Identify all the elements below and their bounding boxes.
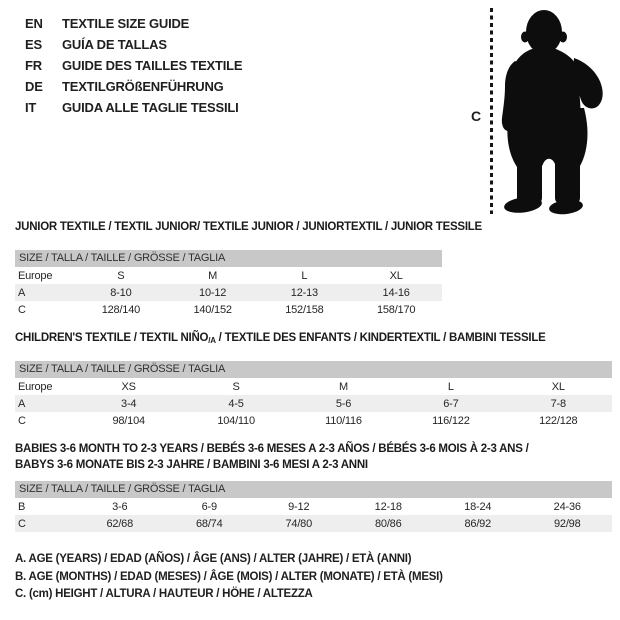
section-babies-textile bbox=[15, 441, 612, 532]
lang-row-it bbox=[25, 97, 242, 118]
row-label: C bbox=[18, 414, 26, 427]
junior-size-table bbox=[15, 267, 442, 318]
cell: M bbox=[338, 380, 348, 393]
cell: 98/104 bbox=[112, 414, 145, 427]
note-a: A. AGE (YEARS) / EDAD (AÑOS) / ÂGE (ANS) / ALTER (JAHRE) / ETÀ (ANNI) bbox=[15, 553, 412, 565]
cell: XL bbox=[551, 380, 565, 393]
lang-code: EN bbox=[25, 16, 43, 31]
table-size-header: SIZE / TALLA / TAILLE / GRÖSSE / TAGLIA bbox=[15, 250, 442, 267]
table-size-header: SIZE / TALLA / TAILLE / GRÖSSE / TAGLIA bbox=[15, 481, 612, 498]
cell: 116/122 bbox=[432, 414, 470, 427]
cell: S bbox=[117, 269, 125, 282]
heading-line2: BABYS 3-6 MONATE BIS 2-3 JAHRE / BAMBINI 3-6 MESI A 2-3 ANNI bbox=[15, 459, 368, 471]
cell: 6-7 bbox=[443, 397, 459, 410]
heading-line1: BABIES 3-6 MONTH TO 2-3 YEARS / BEBÉS 3-6 MESES A 2-3 AÑOS / BÉBÉS 3-6 MOIS À 2-3 ANS / bbox=[15, 443, 529, 455]
table-size-header: SIZE / TALLA / TAILLE / GRÖSSE / TAGLIA bbox=[15, 361, 612, 378]
lang-code: ES bbox=[25, 37, 42, 52]
heading-text: CHILDREN'S TEXTILE / TEXTIL NIÑO bbox=[15, 332, 209, 344]
cell: 10-12 bbox=[199, 286, 227, 299]
cell: XS bbox=[121, 380, 136, 393]
table-row bbox=[15, 267, 442, 284]
cell: 7-8 bbox=[550, 397, 566, 410]
height-measure-label: C bbox=[471, 108, 482, 124]
section-junior-textile bbox=[15, 220, 482, 318]
cell: 122/128 bbox=[539, 414, 578, 427]
cell: 104/110 bbox=[217, 414, 255, 427]
babies-size-table bbox=[15, 498, 612, 532]
section-heading: JUNIOR TEXTILE / TEXTIL JUNIOR/ TEXTILE JUNIOR / JUNIORTEXTIL / JUNIOR TESSILE bbox=[15, 221, 482, 233]
legend-notes bbox=[15, 551, 443, 604]
cell: M bbox=[208, 269, 218, 282]
lang-row-de bbox=[25, 76, 242, 97]
cell: 74/80 bbox=[285, 517, 313, 530]
lang-code: DE bbox=[25, 79, 43, 94]
heading-text: / TEXTILE DES ENFANTS / KINDERTEXTIL / BAMBINI TESSILE bbox=[215, 332, 546, 344]
row-label: Europe bbox=[18, 269, 53, 282]
lang-code: IT bbox=[25, 100, 37, 115]
lang-row-fr bbox=[25, 55, 242, 76]
cell: 62/68 bbox=[106, 517, 134, 530]
lang-row-en bbox=[25, 13, 242, 34]
section-heading bbox=[15, 441, 612, 473]
section-childrens-textile bbox=[15, 331, 612, 429]
cell: 140/152 bbox=[193, 303, 232, 316]
note-c: C. (cm) HEIGHT / ALTURA / HAUTEUR / HÖHE / ALTEZZA bbox=[15, 588, 313, 600]
lang-label: GUIDA ALLE TAGLIE TESSILI bbox=[62, 100, 239, 115]
row-label: Europe bbox=[18, 380, 53, 393]
table-row bbox=[15, 378, 612, 395]
children-size-table bbox=[15, 378, 612, 429]
lang-code: FR bbox=[25, 58, 42, 73]
cell: L bbox=[301, 269, 308, 282]
heading-subscript: /A bbox=[208, 336, 216, 345]
table-row bbox=[15, 395, 612, 412]
section-heading bbox=[15, 331, 612, 348]
language-title-block bbox=[25, 13, 242, 118]
cell: 3-4 bbox=[121, 397, 137, 410]
cell: S bbox=[232, 380, 240, 393]
cell: 80/86 bbox=[374, 517, 402, 530]
lang-label: TEXTILE SIZE GUIDE bbox=[62, 16, 190, 31]
cell: 12-13 bbox=[290, 286, 318, 299]
cell: 86/92 bbox=[464, 517, 492, 530]
cell: 8-10 bbox=[110, 286, 132, 299]
lang-label: GUÍA DE TALLAS bbox=[62, 37, 167, 52]
table-row bbox=[15, 301, 442, 318]
lang-row-es bbox=[25, 34, 242, 55]
cell: 9-12 bbox=[288, 500, 310, 513]
lang-label: TEXTILGRÖßENFÜHRUNG bbox=[62, 79, 224, 94]
cell: 24-36 bbox=[553, 500, 581, 513]
cell: 3-6 bbox=[112, 500, 128, 513]
cell: 5-6 bbox=[335, 397, 352, 410]
cell: 6-9 bbox=[201, 500, 217, 513]
cell: XL bbox=[389, 269, 403, 282]
lang-label: GUIDE DES TAILLES TEXTILE bbox=[62, 58, 243, 73]
toddler-silhouette-icon bbox=[498, 4, 608, 216]
height-dashed-line bbox=[490, 8, 493, 214]
cell: 158/170 bbox=[376, 303, 416, 316]
note-b: B. AGE (MONTHS) / EDAD (MESES) / ÂGE (MOIS) / ALTER (MONATE) / ETÀ (MESI) bbox=[15, 570, 443, 583]
cell: 14-16 bbox=[382, 286, 410, 299]
row-label: A bbox=[18, 286, 26, 299]
row-label: B bbox=[18, 500, 26, 513]
cell: 92/98 bbox=[553, 517, 581, 530]
cell: 12-18 bbox=[374, 500, 402, 513]
table-row bbox=[15, 412, 612, 429]
cell: 68/74 bbox=[195, 517, 223, 530]
cell: L bbox=[447, 380, 454, 393]
table-row bbox=[15, 498, 612, 515]
row-label: C bbox=[18, 517, 26, 530]
cell: 128/140 bbox=[101, 303, 141, 316]
cell: 110/116 bbox=[325, 414, 362, 427]
cell: 4-5 bbox=[228, 397, 244, 410]
cell: 18-24 bbox=[464, 500, 492, 513]
row-label: A bbox=[18, 397, 26, 410]
row-label: C bbox=[18, 303, 26, 316]
table-row bbox=[15, 284, 442, 301]
cell: 152/158 bbox=[285, 303, 324, 316]
table-row bbox=[15, 515, 612, 532]
